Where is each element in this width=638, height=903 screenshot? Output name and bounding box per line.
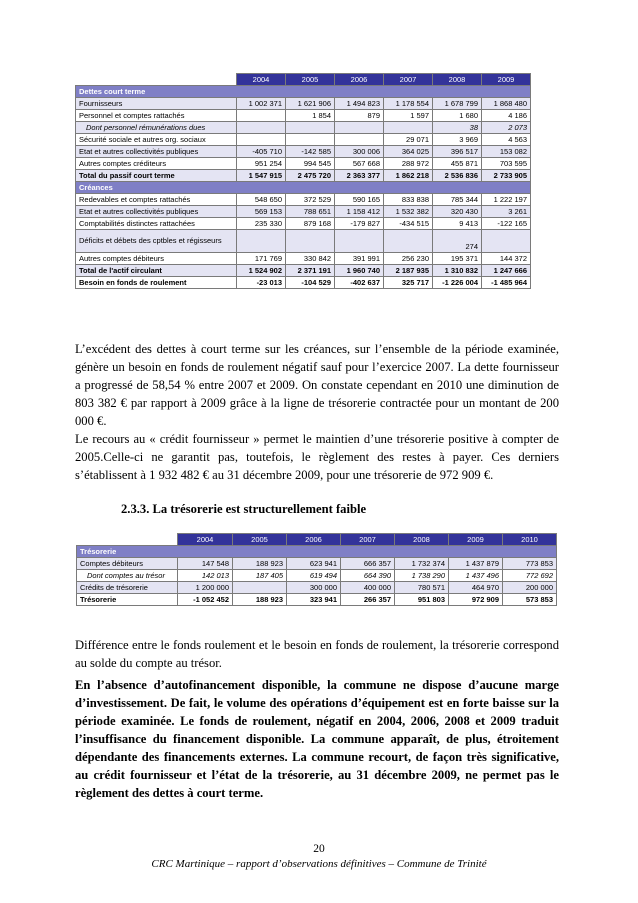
row-label: Sécurité sociale et autres org. sociaux (76, 134, 237, 146)
value-cell: 1 247 666 (482, 265, 531, 277)
value-cell: -1 485 964 (482, 277, 531, 289)
table-row (76, 86, 531, 98)
value-cell: 1 862 218 (384, 170, 433, 182)
value-cell: 833 838 (384, 194, 433, 206)
page-footer: CRC Martinique – rapport d’observations définitives – Commune de Trinité (151, 858, 487, 870)
table-row (77, 594, 557, 606)
row-label: Total de l'actif circulant (76, 265, 237, 277)
value-cell: 187 405 (233, 570, 287, 582)
table-row (76, 134, 531, 146)
row-label: Autres comptes créditeurs (76, 158, 237, 170)
value-cell: 1 437 879 (449, 558, 503, 570)
value-cell: 879 (335, 110, 384, 122)
value-cell: 288 972 (384, 158, 433, 170)
value-cell: -122 165 (482, 218, 531, 230)
balance-sheet-table (75, 73, 531, 289)
table-row (76, 158, 531, 170)
value-cell (286, 122, 335, 134)
value-cell: 590 165 (335, 194, 384, 206)
year-header: 2010 (503, 534, 557, 546)
value-cell (237, 122, 286, 134)
value-cell: 2 187 935 (384, 265, 433, 277)
value-cell: 235 330 (237, 218, 286, 230)
value-cell: 1 680 (433, 110, 482, 122)
value-cell: 300 000 (287, 582, 341, 594)
header-blank (76, 74, 237, 86)
value-cell: 972 909 (449, 594, 503, 606)
year-header: 2008 (433, 74, 482, 86)
row-label: Comptes débiteurs (77, 558, 178, 570)
value-cell: 1 868 480 (482, 98, 531, 110)
row-label: Crédits de trésorerie (77, 582, 178, 594)
row-label: Dont personnel rémunérations dues (76, 122, 237, 134)
value-cell: 951 803 (395, 594, 449, 606)
value-cell: 773 853 (503, 558, 557, 570)
value-cell: 153 082 (482, 146, 531, 158)
table-row (76, 218, 531, 230)
value-cell: 1 178 554 (384, 98, 433, 110)
paragraph-supplier-credit: Le recours au « crédit fournisseur » permet le maintien d’une trésorerie positive à compter de 2005.Celle-ci ne garantit pas, toutefois, le règlement des restes à payer. Ces derniers s’établissent à 1 932 482 € au 31 décembre 2009, pour une trésorerie de 972 909 €. (75, 432, 559, 482)
page-number: 20 (313, 843, 325, 855)
value-cell: 372 529 (286, 194, 335, 206)
row-label: Trésorerie (77, 546, 557, 558)
value-cell: 548 650 (237, 194, 286, 206)
value-cell: -434 515 (384, 218, 433, 230)
year-header: 2009 (449, 534, 503, 546)
value-cell: 2 475 720 (286, 170, 335, 182)
value-cell (286, 134, 335, 146)
header-row (77, 534, 557, 546)
value-cell: 325 717 (384, 277, 433, 289)
value-cell: -1 052 452 (178, 594, 233, 606)
table-row (76, 110, 531, 122)
value-cell: 200 000 (503, 582, 557, 594)
value-cell: 2 073 (482, 122, 531, 134)
year-header: 2005 (286, 74, 335, 86)
value-cell (335, 230, 384, 253)
value-cell: 3 261 (482, 206, 531, 218)
section-heading: 2.3.3. La trésorerie est structurellement faible (121, 502, 367, 516)
value-cell: 1 494 823 (335, 98, 384, 110)
value-cell: 994 545 (286, 158, 335, 170)
value-cell (384, 122, 433, 134)
value-cell: 772 692 (503, 570, 557, 582)
value-cell: 2 371 191 (286, 265, 335, 277)
value-cell: 1 158 412 (335, 206, 384, 218)
value-cell: 2 733 905 (482, 170, 531, 182)
value-cell: 455 871 (433, 158, 482, 170)
value-cell: 785 344 (433, 194, 482, 206)
table-row (77, 546, 557, 558)
table-row (76, 230, 531, 253)
value-cell: 1 200 000 (178, 582, 233, 594)
value-cell: 666 357 (341, 558, 395, 570)
value-cell: 330 842 (286, 253, 335, 265)
value-cell: 569 153 (237, 206, 286, 218)
value-cell (286, 230, 335, 253)
value-cell: 567 668 (335, 158, 384, 170)
value-cell: 38 (433, 122, 482, 134)
value-cell: 1 547 915 (237, 170, 286, 182)
table-row (76, 277, 531, 289)
value-cell: 2 363 377 (335, 170, 384, 182)
value-cell: 619 494 (287, 570, 341, 582)
row-label: Redevables et comptes rattachés (76, 194, 237, 206)
value-cell (335, 122, 384, 134)
value-cell (335, 134, 384, 146)
value-cell: 464 970 (449, 582, 503, 594)
table-row (76, 146, 531, 158)
value-cell: 788 651 (286, 206, 335, 218)
value-cell: -104 529 (286, 277, 335, 289)
header-blank (77, 534, 178, 546)
value-cell: 256 230 (384, 253, 433, 265)
table-row (76, 98, 531, 110)
value-cell: 664 390 (341, 570, 395, 582)
year-header: 2007 (384, 74, 433, 86)
value-cell: 147 548 (178, 558, 233, 570)
value-cell: 4 186 (482, 110, 531, 122)
year-header: 2007 (341, 534, 395, 546)
table-row (76, 265, 531, 277)
value-cell: -23 013 (237, 277, 286, 289)
value-cell: -402 637 (335, 277, 384, 289)
row-label: Etat et autres collectivités publiques (76, 206, 237, 218)
row-label: Dettes court terme (76, 86, 531, 98)
row-label: Total du passif court terme (76, 170, 237, 182)
value-cell: 1 532 382 (384, 206, 433, 218)
value-cell: 274 (433, 230, 482, 253)
year-header: 2009 (482, 74, 531, 86)
row-label: Créances (76, 182, 531, 194)
year-header: 2006 (287, 534, 341, 546)
header-row (76, 74, 531, 86)
value-cell: 1 310 832 (433, 265, 482, 277)
value-cell (482, 230, 531, 253)
paragraph-working-capital: L’excédent des dettes à court terme sur les créances, sur l’ensemble de la période examinée, génère un besoin en fonds de roulement négatif sauf pour l’exercice 2007. La dette fournisseur a progressé de 58,54 % entre 2007 et 2009. On constate cependant en 2010 une diminution de 803 382 € par rapport à 2009 grâce à la ligne de trésorerie contractée pour un montant de 200 000 €. (75, 342, 559, 428)
value-cell: 1 524 902 (237, 265, 286, 277)
row-label: Déficits et débets des cptbles et régisseurs (76, 230, 237, 253)
year-header: 2004 (178, 534, 233, 546)
table-row (77, 558, 557, 570)
row-label: Personnel et comptes rattachés (76, 110, 237, 122)
value-cell (237, 110, 286, 122)
value-cell: -179 827 (335, 218, 384, 230)
paragraph-treasury-definition: Différence entre le fonds roulement et le besoin en fonds de roulement, la trésorerie correspond au solde du compte au trésor. (75, 638, 559, 670)
value-cell: 364 025 (384, 146, 433, 158)
value-cell: 320 430 (433, 206, 482, 218)
value-cell: 1 738 290 (395, 570, 449, 582)
row-label: Trésorerie (77, 594, 178, 606)
row-label: Besoin en fonds de roulement (76, 277, 237, 289)
row-label: Etat et autres collectivités publiques (76, 146, 237, 158)
value-cell: 1 678 799 (433, 98, 482, 110)
value-cell: 780 571 (395, 582, 449, 594)
value-cell: 391 991 (335, 253, 384, 265)
value-cell: 703 595 (482, 158, 531, 170)
value-cell: 300 006 (335, 146, 384, 158)
table-row (76, 182, 531, 194)
value-cell: 1 732 374 (395, 558, 449, 570)
value-cell (384, 230, 433, 253)
value-cell: 188 923 (233, 594, 287, 606)
value-cell: 9 413 (433, 218, 482, 230)
value-cell: 1 597 (384, 110, 433, 122)
value-cell: 266 357 (341, 594, 395, 606)
table-row (77, 582, 557, 594)
treasury-table (76, 533, 557, 606)
value-cell: 4 563 (482, 134, 531, 146)
year-header: 2004 (237, 74, 286, 86)
year-header: 2006 (335, 74, 384, 86)
value-cell: 142 013 (178, 570, 233, 582)
value-cell: 29 071 (384, 134, 433, 146)
value-cell: 1 002 371 (237, 98, 286, 110)
value-cell: 573 853 (503, 594, 557, 606)
value-cell: 144 372 (482, 253, 531, 265)
value-cell: -1 226 004 (433, 277, 482, 289)
value-cell: 323 941 (287, 594, 341, 606)
value-cell: -405 710 (237, 146, 286, 158)
table-row (76, 206, 531, 218)
table-row (76, 253, 531, 265)
row-label: Dont comptes au trésor (77, 570, 178, 582)
table-row (76, 170, 531, 182)
row-label: Autres comptes débiteurs (76, 253, 237, 265)
value-cell: 1 621 906 (286, 98, 335, 110)
table-row (76, 122, 531, 134)
value-cell: -142 585 (286, 146, 335, 158)
value-cell: 1 437 496 (449, 570, 503, 582)
table-row (77, 570, 557, 582)
year-header: 2005 (233, 534, 287, 546)
value-cell: 188 923 (233, 558, 287, 570)
value-cell (237, 230, 286, 253)
value-cell: 2 536 836 (433, 170, 482, 182)
value-cell: 623 941 (287, 558, 341, 570)
value-cell: 1 960 740 (335, 265, 384, 277)
year-header: 2008 (395, 534, 449, 546)
value-cell: 1 222 197 (482, 194, 531, 206)
value-cell: 171 769 (237, 253, 286, 265)
row-label: Fournisseurs (76, 98, 237, 110)
value-cell: 3 969 (433, 134, 482, 146)
table-row (76, 194, 531, 206)
value-cell: 396 517 (433, 146, 482, 158)
value-cell: 195 371 (433, 253, 482, 265)
value-cell (233, 582, 287, 594)
value-cell (237, 134, 286, 146)
value-cell: 951 254 (237, 158, 286, 170)
value-cell: 1 854 (286, 110, 335, 122)
row-label: Comptabilités distinctes rattachées (76, 218, 237, 230)
paragraph-conclusion: En l’absence d’autofinancement disponible, la commune ne dispose d’aucune marge d’investissement. De fait, le volume des opérations d’équipement est en forte baisse sur la période examinée. Le fonds de roulement, négatif en 2004, 2006, 2008 et 2009 traduit l’insuffisance du financement disponible. La commune apparaît, de plus, étroitement dépendante des financements externes. La commune recourt, de façon très significative, au crédit fournisseur et l’état de la trésorerie, au 31 décembre 2009, ne permet pas le règlement des dettes à court terme. (75, 678, 559, 800)
value-cell: 879 168 (286, 218, 335, 230)
value-cell: 400 000 (341, 582, 395, 594)
